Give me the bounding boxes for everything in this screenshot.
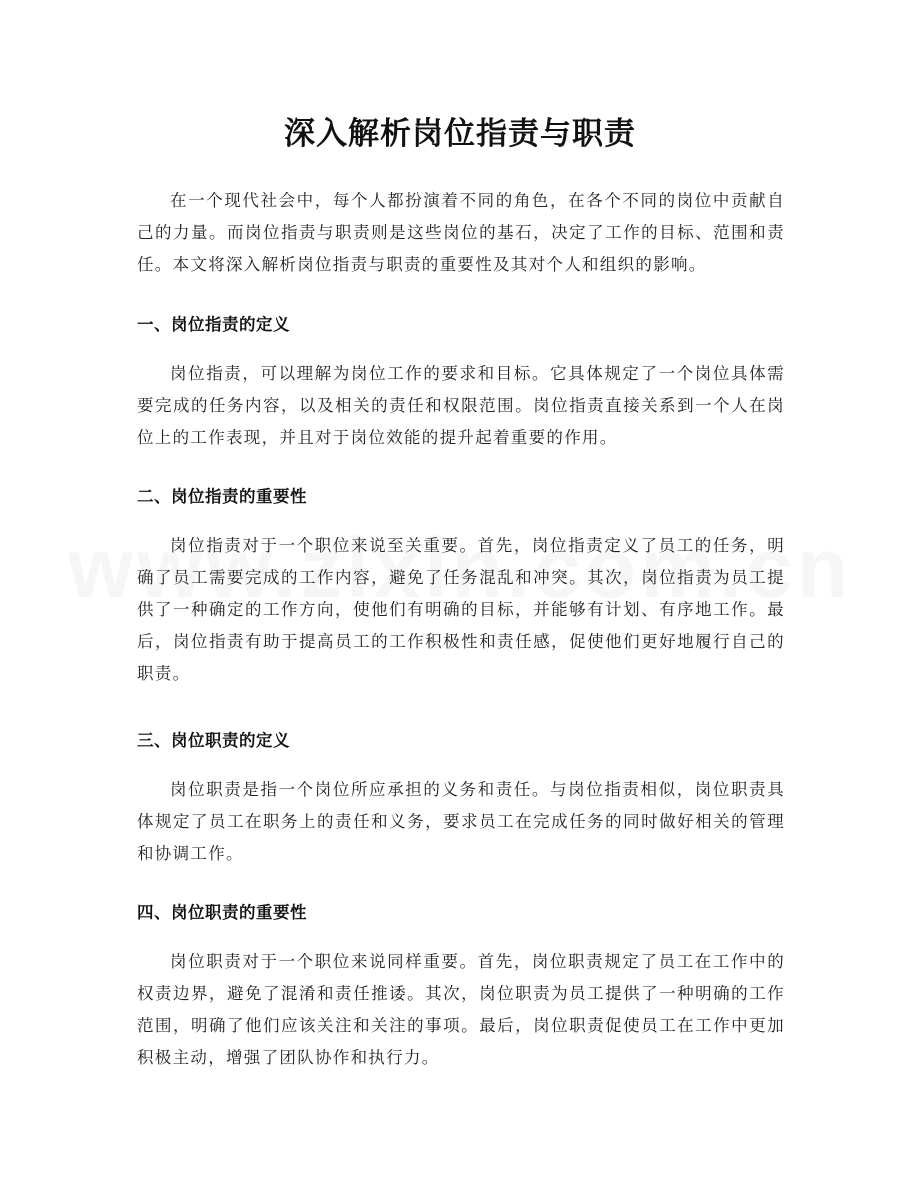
section-1-heading: 一、岗位指责的定义 <box>137 315 290 334</box>
section-4-heading: 四、岗位职责的重要性 <box>137 903 307 922</box>
document-title: 深入解析岗位指责与职责 <box>284 116 636 152</box>
section-4-body: 岗位职责对于一个职位来说同样重要。首先，岗位职责规定了员工在工作中的权责边界，避免了混淆和责任推诿。其次，岗位职责为员工提供了一种明确的工作范围，明确了他们应该关注和关注的事项。最后，岗位职责促使员工在工作中更加积极主动，增强了团队协作和执行力。 <box>137 952 785 1067</box>
section-1-body: 岗位指责，可以理解为岗位工作的要求和目标。它具体规定了一个岗位具体需要完成的任务内容，以及相关的责任和权限范围。岗位指责直接关系到一个人在岗位上的工作表现，并且对于岗位效能的提升起着重要的作用。 <box>137 364 785 447</box>
section-3-body: 岗位职责是指一个岗位所应承担的义务和责任。与岗位指责相似，岗位职责具体规定了员工在职务上的责任和义务，要求员工在完成任务的同时做好相关的管理和协调工作。 <box>137 780 785 863</box>
section-2-heading: 二、岗位指责的重要性 <box>137 487 307 506</box>
section-3-heading: 三、岗位职责的定义 <box>137 731 290 750</box>
intro-paragraph: 在一个现代社会中，每个人都扮演着不同的角色，在各个不同的岗位中贡献自己的力量。而岗位指责与职责则是这些岗位的基石，决定了工作的目标、范围和责任。本文将深入解析岗位指责与职责的重要性及其对个人和组织的影响。 <box>137 191 785 274</box>
section-2-body: 岗位指责对于一个职位来说至关重要。首先，岗位指责定义了员工的任务，明确了员工需要完成的工作内容，避免了任务混乱和冲突。其次，岗位指责为员工提供了一种确定的工作方向，使他们有明确的目标，并能够有计划、有序地工作。最后，岗位指责有助于提高员工的工作积极性和责任感，促使他们更好地履行自己的职责。 <box>137 536 785 683</box>
